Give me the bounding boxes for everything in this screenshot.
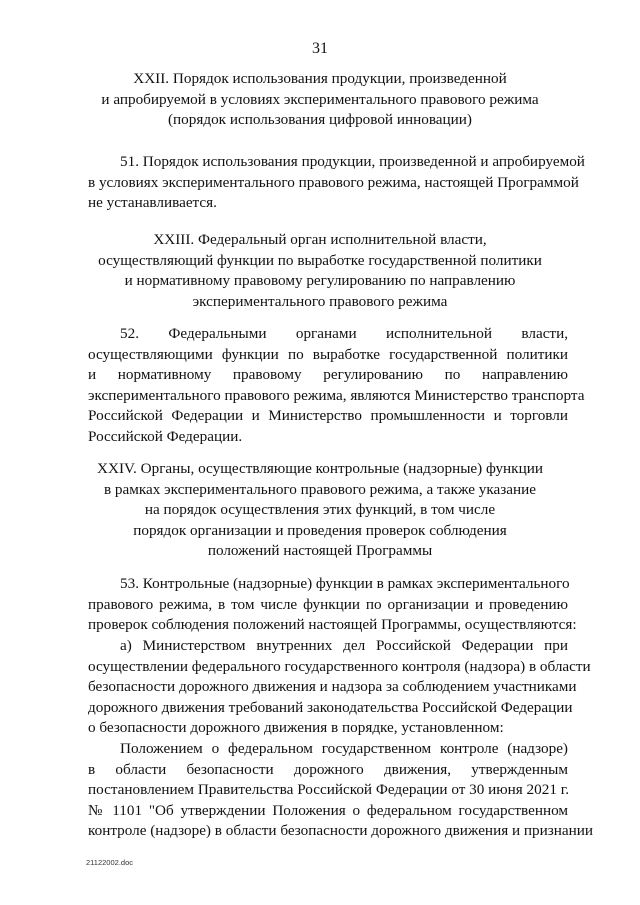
paragraph-53 [88, 574, 577, 636]
paragraph-line: экспериментального правового режима, являются Министерство транспорта [88, 386, 585, 404]
paragraph-53a [88, 636, 591, 739]
paragraph-line: правового режима, в том числе функции по организации и проведению [88, 595, 568, 613]
paragraph-line: контроле (надзоре) в области безопасности дорожного движения и признании [88, 822, 593, 839]
paragraph-line: Российской Федерации. [88, 427, 243, 445]
file-reference: 21122002.doc [86, 858, 133, 867]
paragraph-line: дорожного движения требований законодательства Российской Федерации [88, 698, 573, 716]
paragraph-line: а) Министерством внутренних дел Российской Федерации при [120, 637, 568, 654]
paragraph-line: безопасности дорожного движения и надзора за соблюдением участниками [88, 678, 577, 695]
paragraph-line: о безопасности дорожного движения в порядке, установленном: [88, 719, 504, 736]
section-23-heading [0, 230, 640, 312]
heading-line: на порядок осуществления этих функций, в том числе [144, 501, 496, 518]
paragraph-line: осуществляющими функции по выработке государственной политики [88, 345, 568, 363]
heading-line: XXIII. Федеральный орган исполнительной власти, [153, 231, 487, 248]
section-22-heading [0, 69, 640, 131]
paragraph-line: 51. Порядок использования продукции, произведенной и апробируемой [120, 153, 585, 170]
heading-line: и апробируемой в условиях экспериментального правового режима [101, 90, 539, 108]
paragraph-51 [88, 152, 585, 214]
heading-line: экспериментального правового режима [192, 292, 448, 310]
heading-line: и нормативному правовому регулированию по направлению [124, 272, 516, 289]
paragraph-53a-regulation [88, 739, 593, 842]
heading-line: (порядок использования цифровой инновации) [167, 111, 472, 128]
paragraph-line: Российской Федерации и Министерство промышленности и торговли [88, 407, 568, 424]
paragraph-line: 53. Контрольные (надзорные) функции в рамках экспериментального [120, 575, 570, 592]
paragraph-line: Положением о федеральном государственном контроле (надзоре) [120, 740, 568, 757]
paragraph-line: не устанавливается. [88, 194, 217, 211]
paragraph-line: осуществлении федерального государственного контроля (надзора) в области [88, 657, 591, 675]
heading-line: XXII. Порядок использования продукции, произведенной [133, 70, 507, 87]
paragraph-line: проверок соблюдения положений настоящей Программы, осуществляются: [88, 616, 577, 633]
heading-line: осуществляющий функции по выработке государственной политики [98, 251, 542, 269]
heading-line: в рамках экспериментального правового режима, а также указание [103, 480, 537, 498]
paragraph-line: в области безопасности дорожного движения, утвержденным [88, 760, 568, 778]
page-number: 31 [312, 40, 328, 57]
section-24-heading [0, 459, 640, 562]
paragraph-line: в условиях экспериментального правового режима, настоящей Программой [88, 173, 579, 191]
paragraph-52 [88, 324, 585, 447]
heading-line: порядок организации и проведения проверок соблюдения [133, 521, 507, 539]
heading-line: XXIV. Органы, осуществляющие контрольные (надзорные) функции [97, 460, 543, 477]
paragraph-line: и нормативному правовому регулированию по направлению [88, 366, 568, 383]
heading-line: положений настоящей Программы [207, 542, 433, 559]
paragraph-line: № 1101 "Об утверждении Положения о федеральном государственном [88, 801, 568, 819]
paragraph-line: постановлением Правительства Российской Федерации от 30 июня 2021 г. [88, 781, 570, 798]
paragraph-line: 52. Федеральными органами исполнительной власти, [120, 325, 568, 342]
